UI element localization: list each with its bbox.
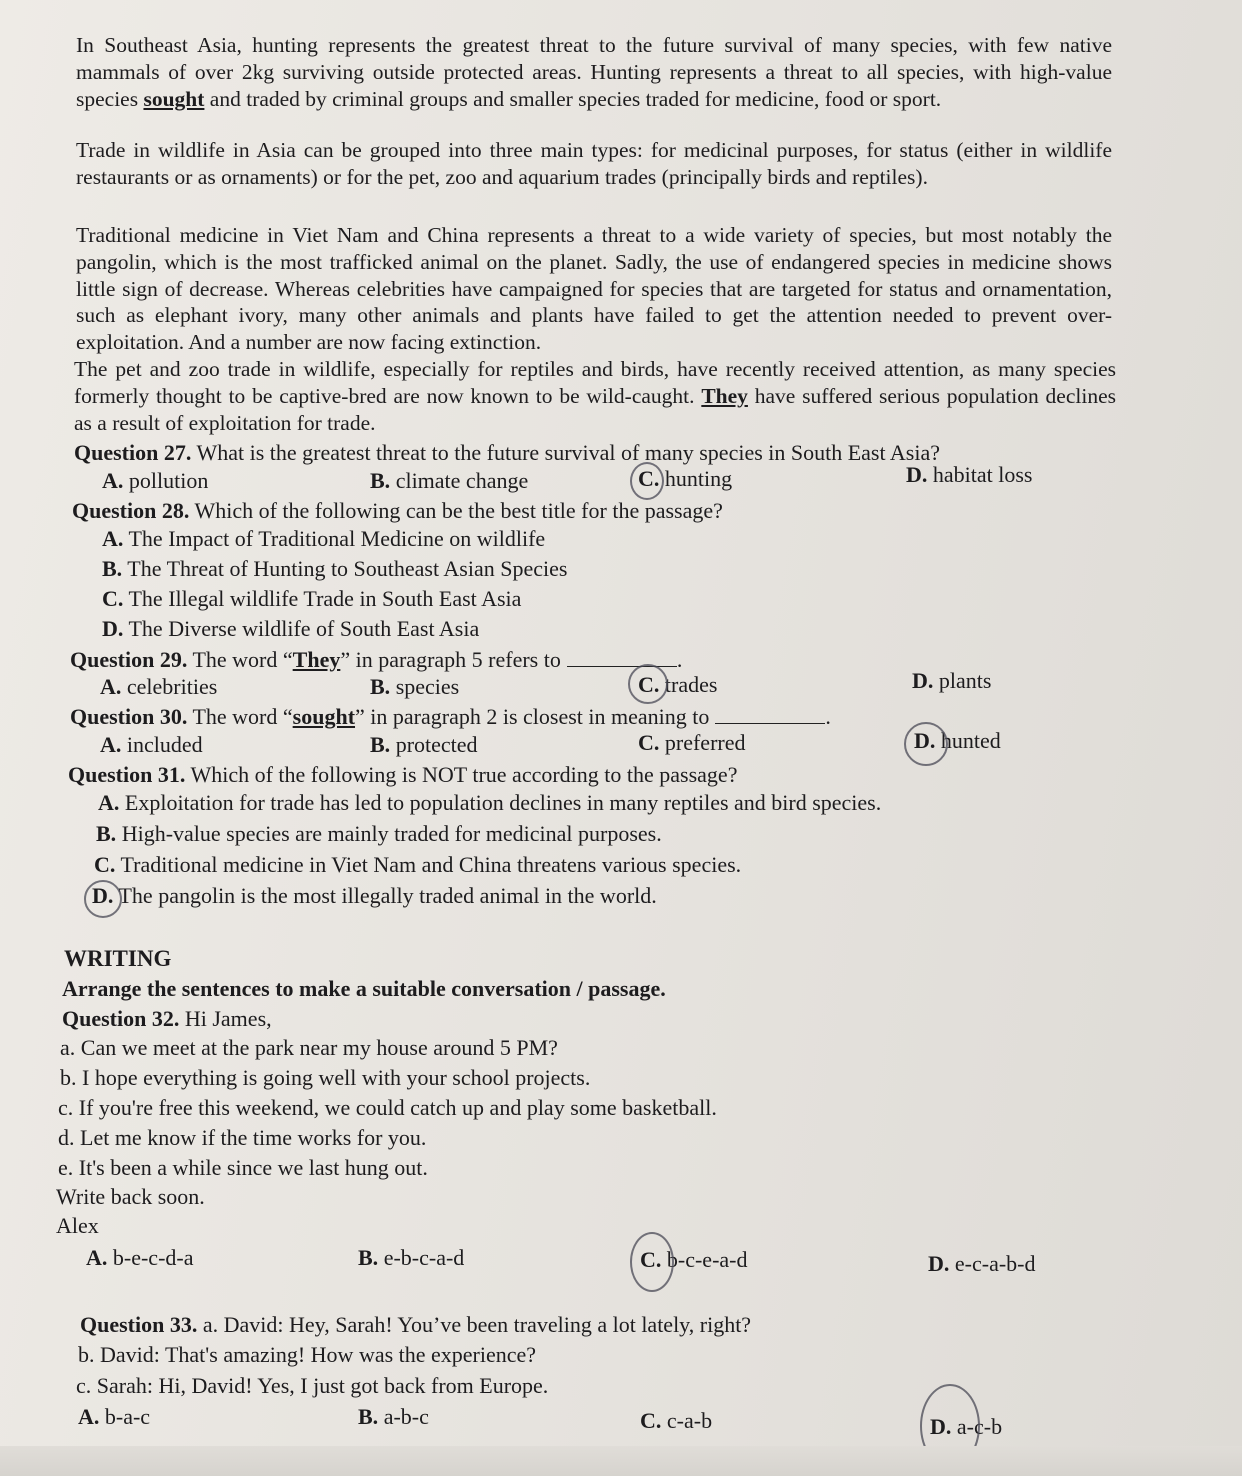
q31-option-a[interactable]: A. Exploitation for trade has led to population declines in many reptiles and bird species. xyxy=(98,790,882,815)
q29-option-c[interactable]: C. trades xyxy=(638,672,718,697)
q33-sentence-c: c. Sarah: Hi, David! Yes, I just got back from Europe. xyxy=(76,1373,549,1398)
q28-option-b[interactable]: B. The Threat of Hunting to Southeast Asian Species xyxy=(102,556,568,581)
q29-option-a[interactable]: A. celebrities xyxy=(100,674,218,699)
question-28: Question 28. Which of the following can be the best title for the passage? xyxy=(72,498,723,523)
q32-sentence-d: d. Let me know if the time works for you. xyxy=(58,1125,427,1150)
q33-sentence-b: b. David: That's amazing! How was the experience? xyxy=(78,1342,537,1367)
underlined-word-they: They xyxy=(701,383,748,408)
q28-option-d[interactable]: D. The Diverse wildlife of South East Asia xyxy=(102,616,480,641)
q28-option-a[interactable]: A. The Impact of Traditional Medicine on wildlife xyxy=(102,526,546,551)
answer-circle-mark xyxy=(630,462,664,500)
answer-circle-mark xyxy=(84,880,122,918)
question-30: Question 30. The word “sought” in paragraph 2 is closest in meaning to . xyxy=(70,704,831,729)
q32-sentence-b: b. I hope everything is going well with your school projects. xyxy=(60,1065,591,1090)
q31-option-d[interactable]: D. The pangolin is the most illegally traded animal in the world. xyxy=(92,883,657,908)
q31-option-b[interactable]: B. High-value species are mainly traded for medicinal purposes. xyxy=(96,821,662,846)
q27-option-c[interactable]: C. hunting xyxy=(638,466,733,491)
q32-option-d[interactable]: D. e-c-a-b-d xyxy=(928,1251,1036,1276)
question-32: Question 32. Hi James, xyxy=(62,1006,272,1031)
q32-sentence-e: e. It's been a while since we last hung out. xyxy=(58,1155,428,1180)
question-29: Question 29. The word “They” in paragraph 5 refers to . xyxy=(70,647,683,672)
q33-option-d[interactable]: D. a-c-b xyxy=(930,1414,1003,1439)
passage-paragraph-4: The pet and zoo trade in wildlife, especially for reptiles and birds, have recently received attention, as many species formerly thought to be captive-bred are now known to be wild-caught. They have suffered serious population declines as a result of exploitation for trade. xyxy=(74,357,1116,435)
passage-paragraph-3: Traditional medicine in Viet Nam and China represents a threat to a wide variety of species, but most notably the pangolin, which is the most trafficked animal on the planet. Sadly, the use of endangered species in medicine shows little sign of decrease. Whereas celebrities have campaigned for species that are targeted for status and ornamentation, such as elephant ivory, many other animals and plants have failed to get the attention needed to prevent over-exploitation. And a number are now facing extinction. xyxy=(76,223,1112,355)
answer-circle-mark xyxy=(630,1232,674,1292)
q32-option-a[interactable]: A. b-e-c-d-a xyxy=(86,1245,194,1270)
underlined-word-sought: sought xyxy=(143,86,205,111)
q33-option-b[interactable]: B. a-b-c xyxy=(358,1404,429,1429)
q27-option-a[interactable]: A. pollution xyxy=(102,468,209,493)
q28-option-c[interactable]: C. The Illegal wildlife Trade in South East Asia xyxy=(102,586,522,611)
question-31: Question 31. Which of the following is NOT true according to the passage? xyxy=(68,762,738,787)
q33-option-c[interactable]: C. c-a-b xyxy=(640,1408,713,1433)
q32-sentence-c: c. If you're free this weekend, we could catch up and play some basketball. xyxy=(58,1095,717,1120)
passage-paragraph-2: Trade in wildlife in Asia can be grouped into three main types: for medicinal purposes, for status (either in wildlife restaurants or as ornaments) or for the pet, zoo and aquarium trades (principally birds and reptiles). xyxy=(76,138,1112,189)
writing-instruction: Arrange the sentences to make a suitable conversation / passage. xyxy=(62,976,666,1001)
question-33: Question 33. a. David: Hey, Sarah! You’ve been traveling a lot lately, right? xyxy=(80,1312,752,1337)
q33-option-a[interactable]: A. b-a-c xyxy=(78,1404,151,1429)
question-27: Question 27. What is the greatest threat to the future survival of many species in South East Asia? xyxy=(74,440,940,465)
section-heading-writing: WRITING xyxy=(64,946,172,971)
q30-option-c[interactable]: C. preferred xyxy=(638,730,746,755)
q32-option-c[interactable]: C. b-c-e-a-d xyxy=(640,1247,748,1272)
q30-option-b[interactable]: B. protected xyxy=(370,732,478,757)
answer-circle-mark xyxy=(904,722,948,766)
q27-option-d[interactable]: D. habitat loss xyxy=(906,462,1033,487)
q32-option-b[interactable]: B. e-b-c-a-d xyxy=(358,1245,465,1270)
answer-circle-mark xyxy=(628,664,668,704)
q32-signature: Alex xyxy=(56,1213,99,1238)
passage-paragraph-1: In Southeast Asia, hunting represents the greatest threat to the future survival of many species, with few native mammals of over 2kg surviving outside protected areas. Hunting represents a threat to all species, with high-value species sought and traded by criminal groups and smaller species traded for medicine, food or sport. xyxy=(76,33,1112,111)
q30-option-a[interactable]: A. included xyxy=(100,732,203,757)
page-bottom-edge xyxy=(0,1446,1242,1476)
q29-option-d[interactable]: D. plants xyxy=(912,668,992,693)
q32-closing: Write back soon. xyxy=(56,1184,205,1209)
q30-option-d[interactable]: D. hunted xyxy=(914,728,1001,753)
q27-option-b[interactable]: B. climate change xyxy=(370,468,529,493)
q29-option-b[interactable]: B. species xyxy=(370,674,460,699)
q32-sentence-a: a. Can we meet at the park near my house around 5 PM? xyxy=(60,1035,558,1060)
q31-option-c[interactable]: C. Traditional medicine in Viet Nam and China threatens various species. xyxy=(94,852,742,877)
